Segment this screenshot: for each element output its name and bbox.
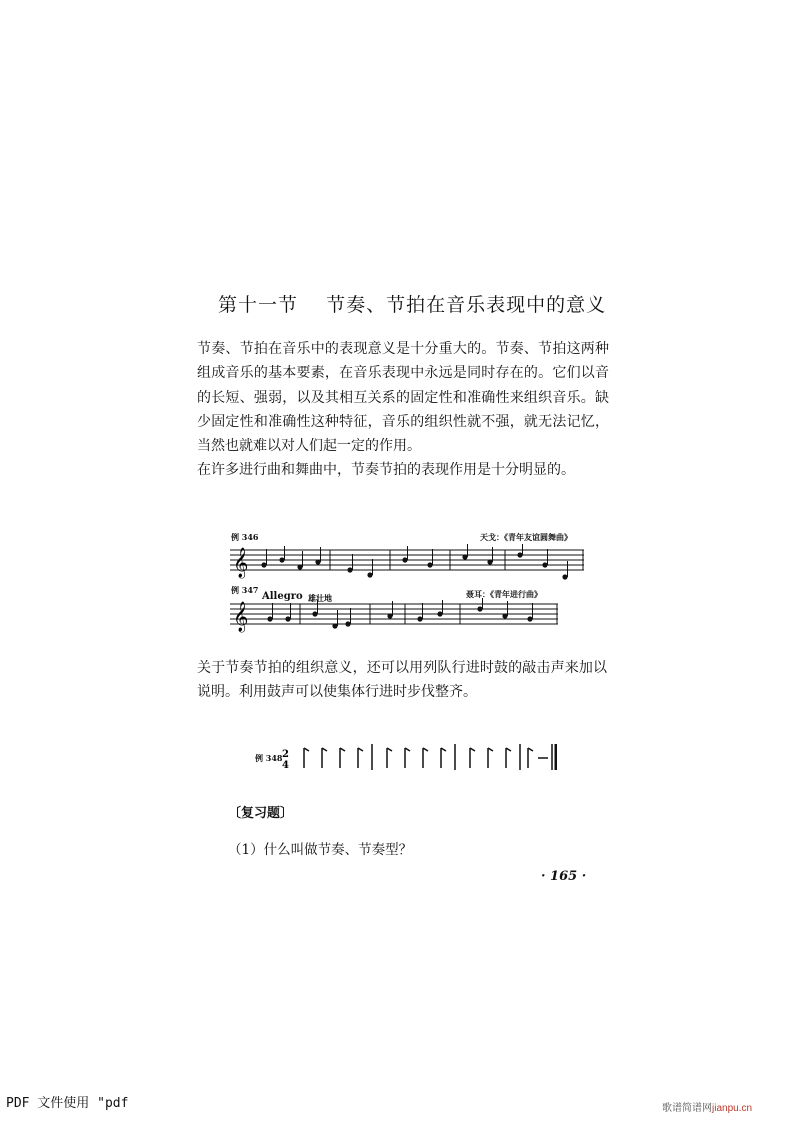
footer-pdf-note: PDF 文件使用 "pdf xyxy=(6,1096,129,1111)
section-title: 第十一节 节奏、节拍在音乐表现中的意义 xyxy=(218,294,607,316)
svg-text:4: 4 xyxy=(282,760,289,771)
example-347-label: 例 347 xyxy=(231,585,259,595)
treble-clef-icon: 𝄞 xyxy=(233,548,249,578)
review-question-1: （1）什么叫做节奏、节奏型？ xyxy=(228,842,413,858)
example-347-source: 聂耳：《青年进行曲》 xyxy=(466,589,542,599)
example-348-label: 例 348 xyxy=(255,753,283,763)
review-heading: 〔复习题〕 xyxy=(228,806,294,821)
example-346-label: 例 346 xyxy=(231,532,259,542)
treble-clef-icon: 𝄞 xyxy=(233,602,249,632)
example-348-rhythm xyxy=(282,742,557,772)
paragraph-2: 在许多进行曲和舞曲中，节奏节拍的表现作用是十分明显的。 xyxy=(197,462,575,478)
example-347-tempo: Allegro xyxy=(262,591,303,602)
example-347-staff xyxy=(230,598,560,636)
footer-watermark xyxy=(662,1099,752,1114)
svg-text:2: 2 xyxy=(282,749,289,760)
example-347-tempo-cn: 雄壮地 xyxy=(308,593,332,603)
footer-watermark-url[interactable]: jianpu.cn xyxy=(712,1103,753,1114)
footer-watermark-site: 歌谱简谱网 xyxy=(662,1103,712,1114)
paragraph-3: 关于节奏节拍的组织意义，还可以用列队行进时鼓的敲击声来加以说明。利用鼓声可以使集体行进时步伐整齐。 xyxy=(197,660,607,701)
example-346-source: 天戈：《青年友谊圆舞曲》 xyxy=(480,532,572,542)
page-number: · 165 · xyxy=(541,869,587,884)
example-346-staff xyxy=(230,544,586,584)
paragraph-1: 节奏、节拍在音乐中的表现意义是十分重大的。节奏、节拍这两种组成音乐的基本要素，在音乐表现中永远是同时存在的。它们以音的长短、强弱，以及其相互关系的固定性和准确性来组织音乐。缺少固定性和准确性这种特征，音乐的组织性就不强，就无法记忆，当然也就难以对人们起一定的作用。 xyxy=(197,341,609,455)
